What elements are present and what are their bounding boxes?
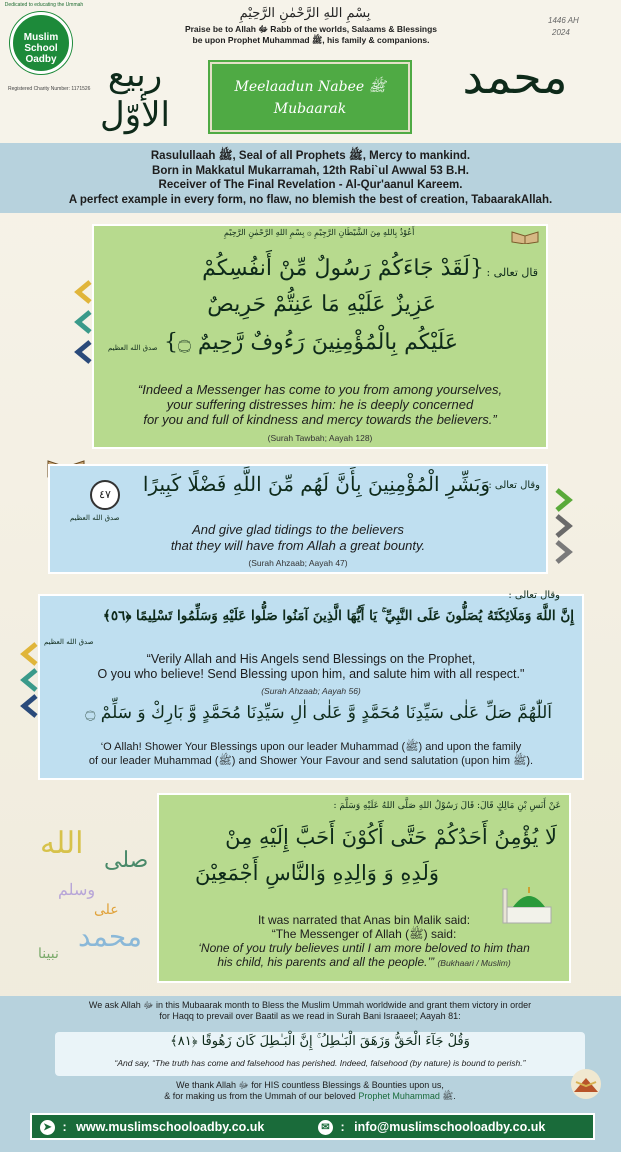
isra-ayah: وَقُلْ جَآءَ الْحَقُّ وَزَهَقَ الْبَـٰطِلُ ۚ إِنَّ الْبَـٰطِلَ كَانَ زَهُوقًا ﴿٨١﴾ [170,1034,470,1049]
thanks-line2-part3: ﷺ. [439,1091,456,1101]
charity-number: Registered Charity Number: 1171526 [8,86,91,92]
ayah-panel-ahzaab-56 [38,590,584,780]
hijri-year: 1446 AH [548,16,579,25]
logo-text-line1: Muslim [23,32,59,43]
sadaq-label: صدق الله العظيم [108,344,158,352]
logo-text-line3: Oadby [25,54,57,65]
reference: (Surah Tawbah; Aayah 128) [267,433,373,443]
reference: (Bukhaari / Muslim) [437,958,511,968]
ala-word: على [94,902,119,918]
chevron-decoration-1 [72,278,94,379]
prophet-name: Prophet Muhammad [358,1091,440,1101]
muhammad-calligraphy: محمد [462,50,568,104]
dua-line2: for Haqq to prevail over Baatil as we read in Surah Bani Israaeel; Aayah 81: [159,1011,461,1021]
qaala-label: وقال تعالى : [508,590,560,601]
bismillah: بِسْمِ اللهِ الرَّحْمٰنِ الرَّحِيْمِ [239,6,371,21]
hadith-translation-line1: It was narrated that Anas bin Malik said: [257,913,471,927]
ayah-panel-ahzaab-47 [48,464,548,574]
chevron-decoration-3 [18,640,40,725]
logo-text-line2: School [24,43,58,54]
hadith-translation-line4 [159,955,569,970]
qaala-label: قال تعالى : [486,266,538,279]
durood-translation-line2: of our leader Muhammad (ﷺ) and Shower Your Favour and send salutation (upon him ﷺ). [88,755,534,767]
contact-bar [30,1113,595,1140]
wa-sallam-word: وسلم [58,880,96,899]
allah-word: الله [40,826,84,861]
intro-line4: A perfect example in every form, no flaw, no blemish the best of creation, TabaarakAllah. [68,193,553,206]
intro-line3: Receiver of The Final Revelation - Al-Qur'aanul Kareem. [158,179,463,191]
open-book-icon [510,228,540,244]
sadaq-label: صدق الله العظيم [44,638,94,646]
ayah-text: وَبَشِّرِ الْمُؤْمِنِينَ بِأَنَّ لَهُم مِّنَ اللَّهِ فَضْلًا كَبِيرًا [142,472,490,496]
header [0,0,621,140]
reference: (Surah Ahzaab; Aayah 47) [248,558,348,568]
ayah-text: إِنَّ اللَّهَ وَمَلَائِكَتَهُ يُصَلُّونَ عَلَى النَّبِيِّ ۚ يَا أَيُّهَا الَّذِينَ آمَنُوا صَلُّوا عَلَيْهِ وَسَلِّمُوا تَسْلِيمًا ﴿٥٦﴾ [102,608,574,624]
website-cell [40,1120,264,1135]
meelaad-banner [210,62,410,132]
translation [94,382,546,427]
banner-line1: Meelaadun Nabee ﷺ [234,79,386,95]
durood-text: اَللّٰهُمَّ صَلِّ عَلٰى سَيِّدِنَا مُحَمَّدٍ وَّ عَلٰى اٰلِ سَيِّدِنَا مُحَمَّدٍ وَّ بَارِكْ وَ سَلِّمْ ۝ [85,703,552,723]
sal-word: صلى [104,848,149,873]
dua-text [20,1000,600,1022]
ayah-line2: عَزِيزٌ عَلَيْهِ مَا عَنِتُّمْ حَرِيصٌ [207,292,436,317]
praise-text [170,24,452,46]
translation-line2: your suffering distresses him: he is deeply concerned [166,397,474,412]
thanks-line2 [20,1091,600,1102]
email-colon: : [340,1120,345,1134]
translation-line3: for you and full of kindness and mercy towards the believers.” [143,412,497,427]
email-link[interactable]: info@muslimschooloadby.co.uk [354,1120,546,1134]
email-icon: ✉ [318,1120,333,1135]
ayah-panel-tawbah [92,224,548,449]
ayah-line1: {لَقَدْ جَاءَكُمْ رَسُولٌ مِّنْ أَنفُسِكُمْ [202,256,484,281]
durood-translation-line1: ‘O Allah! Shower Your Blessings upon our leader Muhammad (ﷺ) and upon the family [100,741,522,753]
ayah-number-badge: ٤٧ [90,480,120,510]
salawat-calligraphy [34,810,149,980]
taawwuz: أَعُوْذُ بِاللهِ مِنَ الشَّيْطَانِ الرَّجِيْمِ ۞ بِسْمِ اللهِ الرَّحْمٰنِ الرَّحِيْمِ [224,228,415,237]
website-link[interactable]: www.muslimschooloadby.co.uk [76,1120,265,1134]
nabiyyina-word: نبينا [38,946,59,962]
translation-line2: that they will have from Allah a great bounty. [170,538,426,553]
website-colon: : [62,1120,67,1134]
qaala-label: وقال تعالى : [488,480,540,491]
hadith-translation-line4-text: his child, his parents and all the people.’” [217,955,435,969]
logo-ring-text: Dedicated to educating the Ummah [4,2,84,8]
intro-line1: Rasulullaah ﷺ, Seal of all Prophets ﷺ, Mercy to mankind. [150,150,471,162]
muhammad-word: محمد [78,920,142,953]
intro-bar [0,143,621,213]
thanks-line1: We thank Allah ﷻ for HIS countless Blessings & Bounties upon us, [176,1080,444,1090]
translation-line2: O you who believe! Send Blessing upon him, and salute him with all respect." [97,667,525,681]
hadith-translation-line2: “The Messenger of Allah (ﷺ) said: [271,927,457,941]
isra-ayah-box [55,1032,585,1076]
thanks-text [20,1080,600,1102]
cursor-icon: ➤ [40,1120,55,1135]
praise-line1: Praise be to Allah ﷻ Rabb of the worlds, Salaams & Blessings [184,24,438,34]
translation-line1: “Indeed a Messenger has come to you from among yourselves, [137,382,503,397]
banner-line2: Mubaarak [273,101,347,117]
translation [50,522,546,554]
translation-line1: “Verily Allah and His Angels send Blessings on the Prophet, [146,652,476,666]
praise-line2: be upon Prophet Muhammad ﷺ, his family & companions. [192,35,430,45]
hadith-isnad: عَنْ أَنَسِ بْنِ مَالِكٍ قَالَ: قَالَ رَسُوْلُ اللهِ صَلَّى اللهُ عَلَيْهِ وَسَلَّمَ : [333,801,561,811]
hadith-translation [159,913,569,970]
durood-translation [40,740,582,768]
hadith-line1: لَا يُؤْمِنُ أَحَدُكُمْ حَتَّى أَكُوْنَ أَحَبَّ إِلَيْهِ مِنْ [225,825,557,849]
quran-stand-icon [566,1068,606,1102]
email-cell [318,1120,545,1135]
sadaq-label: صدق الله العظيم [70,514,120,522]
rabi-ul-awwal-calligraphy: ربيع الأوّل [100,55,170,135]
hadith-panel [157,793,571,983]
gregorian-year: 2024 [552,28,570,37]
thanks-line2-part1: & for making us from the Ummah of our beloved [164,1091,359,1101]
intro-line2: Born in Makkatul Mukarramah, 12th Rabi`ul Awwal 53 B.H. [152,164,469,177]
hadith-line2: وَلَدِهِ وَ وَالِدِهِ وَالنَّاسِ أَجْمَعِيْنَ [195,861,439,885]
ayah-line3: عَلَيْكُم بِالْمُؤْمِنِينَ رَءُوفٌ رَّحِيمٌ ۝} [163,330,458,355]
translation-line1: And give glad tidings to the believers [192,522,404,537]
hadith-translation-line3: ‘None of you truly believes until I am more beloved to him than [198,941,530,955]
translation [40,652,582,682]
isra-translation: “And say, “The truth has come and falsehood has perished. Indeed, falsehood (by nature) is bound to perish.” [114,1058,526,1068]
reference: (Surah Ahzaab; Aayah 56) [261,686,361,696]
chevron-decoration-2 [553,486,575,569]
school-logo [10,12,72,74]
dua-line1: We ask Allah ﷻ in this Mubaarak month to Bless the Muslim Ummah worldwide and grant them victory in order [88,1000,532,1010]
